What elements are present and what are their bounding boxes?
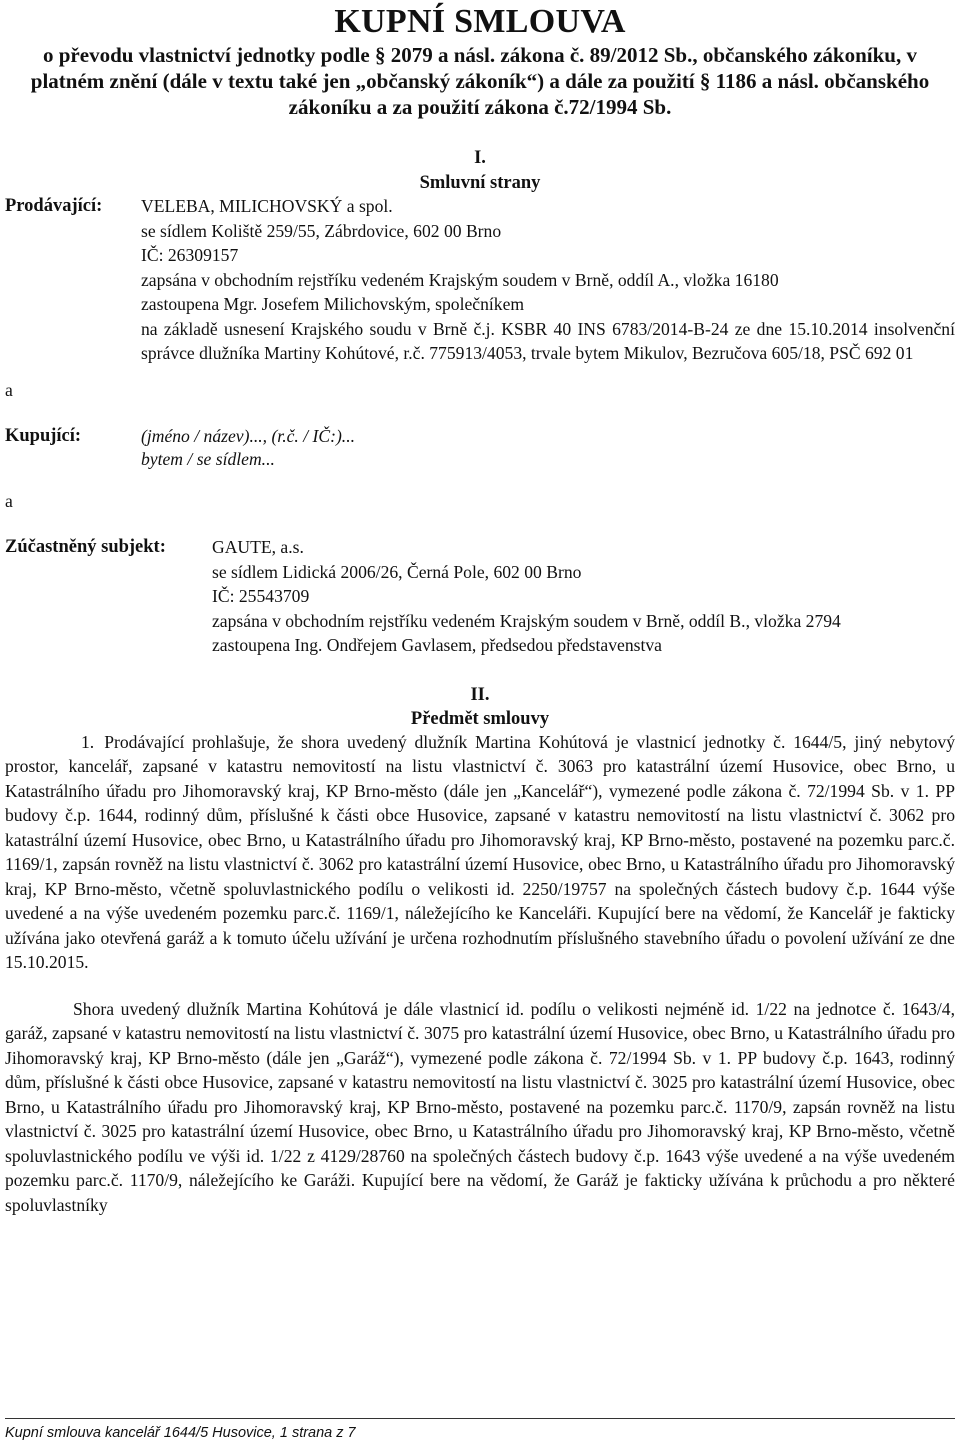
conjunction-a-2: a [5, 490, 13, 511]
seller-representative: zastoupena Mgr. Josefem Milichovským, společníkem [141, 294, 525, 314]
participant-registry: zapsána v obchodním rejstříku vedeném Krajským soudem v Brně, oddíl B., vložka 2794 [212, 610, 841, 631]
seller-name: VELEBA, MILICHOVSKÝ a spol. [141, 196, 393, 216]
buyer-block [5, 424, 955, 469]
section-1-number: I. [474, 148, 486, 168]
section-1-heading: Smluvní strany [419, 173, 541, 193]
seller-block [5, 194, 955, 366]
paragraph-1-number: 1. [81, 731, 95, 752]
buyer-address-placeholder: bytem / se sídlem... [141, 448, 275, 469]
participant-block [5, 535, 955, 658]
seller-insolvency: na základě usnesení Krajského soudu v Brně č.j. KSBR 40 INS 6783/2014-B-24 ze dne 15.10.2014 insolvenční správce dlužníka Martiny Kohútové, r.č. 775913/4053, trvale bytem Mikulov, Bezručova 605/18, PSČ 692 01 [141, 318, 955, 363]
participant-address: se sídlem Lidická 2006/26, Černá Pole, 602 00 Brno [212, 561, 582, 582]
seller-registry: zapsána v obchodním rejstříku vedeném Krajským soudem v Brně, oddíl A., vložka 16180 [141, 269, 779, 290]
seller-address: se sídlem Koliště 259/55, Zábrdovice, 602 00 Brno [141, 220, 502, 241]
document-subtitle: o převodu vlastnictví jednotky podle § 2079 a násl. zákona č. 89/2012 Sb., občanského zákoníku, v platném znění (dále v textu také jen „občanský zákoník“) a dále za použití § 1186 a násl. občanského zákoníku a za použití zákona č.72/1994 Sb. [30, 43, 930, 119]
document-page [5, 0, 955, 1451]
section-2-paragraph-1 [5, 730, 955, 975]
participant-label: Zúčastněný subjekt: [5, 537, 166, 557]
conjunction-a-1: a [5, 379, 13, 400]
participant-name: GAUTE, a.s. [212, 537, 304, 557]
buyer-name-placeholder: (jméno / název)..., (r.č. / IČ:)... [141, 426, 356, 446]
page-footer: Kupní smlouva kancelář 1644/5 Husovice, 1 strana z 7 [5, 1418, 955, 1443]
participant-ico: IČ: 25543709 [212, 586, 310, 606]
buyer-label: Kupující: [5, 426, 82, 446]
participant-representative: zastoupena Ing. Ondřejem Gavlasem, předsedou představenstva [212, 635, 662, 655]
section-2-paragraph-2: Shora uvedený dlužník Martina Kohútová je dále vlastnicí id. podílu o velikosti nejméně id. 1/22 na jednotce č. 1643/4, garáž, zapsané v katastru nemovitostí na listu vlastnictví č. 3075 pro katastrální území Husovice, obec Brno, u Katastrálního úřadu pro Jihomoravský kraj, KP Brno-město (dále jen „Garáž“), vymezené podle zákona č. 72/1994 Sb. v 1. PP budovy č.p. 1643, rodinný dům, příslušné k části obce Husovice, zapsané v katastru nemovitostí na listu vlastnictví č. 3025 pro katastrální území Husovice, obec Brno, u Katastrálního úřadu pro Jihomoravský kraj, KP Brno-město, postavené na pozemku parc.č. 1170/9, zapsán rovněž na listu vlastnictví č. 3025 pro katastrální území Husovice, obec Brno, u Katastrálního úřadu pro Jihomoravský kraj, KP Brno-město, včetně spoluvlastnického podílu ve výši id. 1/22 z 4129/28760 na společných částech budovy č.p. 1643 výše uvedené a na výše uvedeném pozemku parc.č. 1170/9, náležejícího ke Garáži. Kupující bere na vědomí, že Garáž je fakticky užívána k průchodu a pro některé spoluvlastníky [5, 998, 955, 1215]
seller-label: Prodávající: [5, 196, 103, 216]
document-title: KUPNÍ SMLOUVA [334, 3, 626, 40]
seller-ico: IČ: 26309157 [141, 245, 239, 265]
paragraph-1-text: Prodávající prohlašuje, že shora uvedený dlužník Martina Kohútová je vlastnicí jednotky č. 1644/5, jiný nebytový prostor, kancelář, zapsané v katastru nemovitostí na listu vlastnictví č. 3063 pro katastrální území Husovice, obec Brno, u Katastrálního úřadu pro Jihomoravský kraj, KP Brno-město (dále jen „Kancelář“), vymezené podle zákona č. 72/1994 Sb. v 1. PP budovy č.p. 1644, rodinný dům, příslušné k části obce Husovice, zapsané v katastru nemovitostí na listu vlastnictví č. 3062 pro katastrální území Husovice, obec Brno, u Katastrálního úřadu pro Jihomoravský kraj, KP Brno-město, postavené na pozemku parc.č. 1169/1, zapsán rovněž na listu vlastnictví č. 3062 pro katastrální území Husovice, obec Brno, u Katastrálního úřadu pro Jihomoravský kraj, KP Brno-město, včetně spoluvlastnického podílu o velikosti id. 2250/19757 na společných částech budovy č.p. 1644 výše uvedené a na výše uvedeném pozemku parc.č. 1169/1, náležejícího ke Kanceláři. Kupující bere na vědomí, že Kancelář je fakticky užívána jako otevřená garáž a k tomuto účelu užívání je určena rozhodnutím příslušného stavebního úřadu o povolení užívání ze dne 15.10.2015. [5, 731, 955, 972]
section-2-number: II. [470, 684, 490, 705]
section-2-heading: Předmět smlouvy [410, 708, 550, 729]
